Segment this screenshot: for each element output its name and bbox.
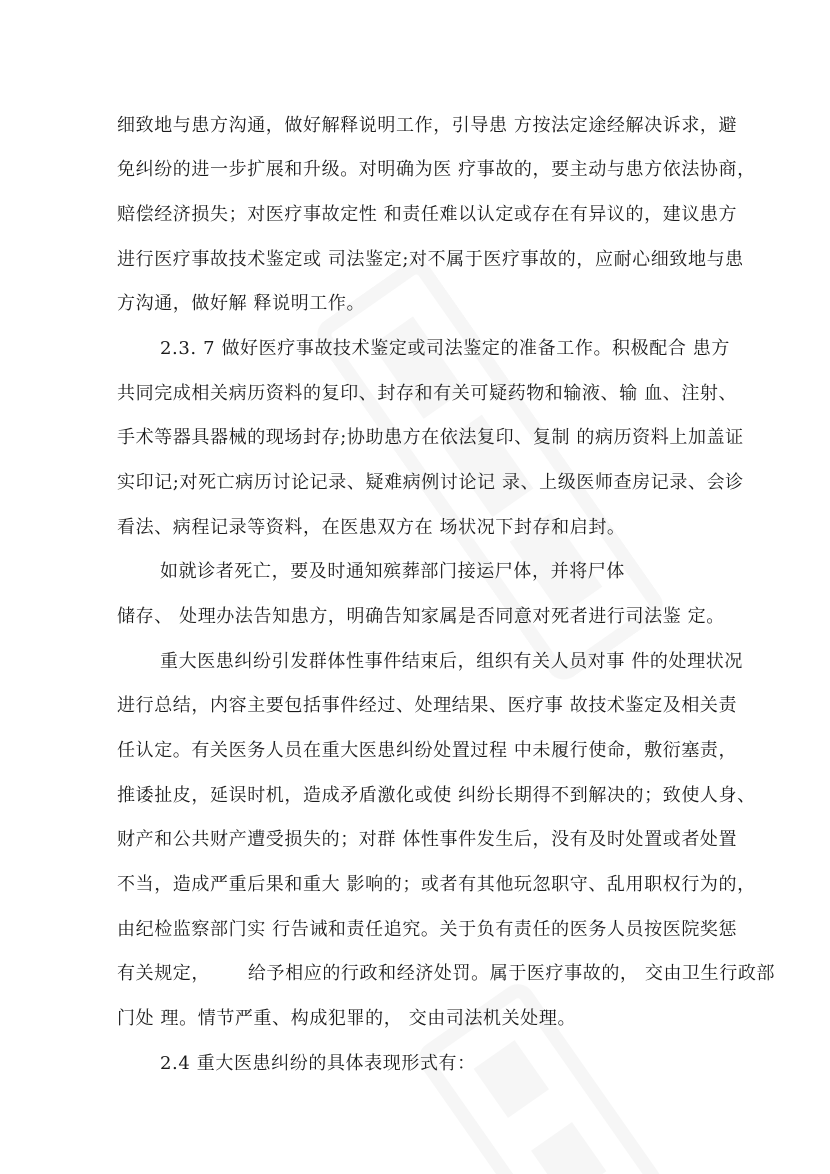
section-2-3-7-heading: 2.3. 7 做好医疗事故技术鉴定或司法鉴定的准备工作。积极配合 患方 (160, 338, 730, 359)
text-line: 进行医疗事故技术鉴定或 司法鉴定;对不属于医疗事故的，应耐心细致地与患 (117, 249, 744, 270)
text-line: 细致地与患方沟通，做好解释说明工作，引导患 方按法定途经解决诉求，避 (117, 115, 738, 136)
text-line: 免纠纷的进一步扩展和升级。对明确为医 疗事故的，要主动与患方依法协商， (117, 159, 756, 180)
text-line: 任认定。有关医务人员在重大医患纠纷处置过程 中未履行使命，敷衍塞责， (117, 740, 738, 761)
text-line: 由纪检监察部门实 行告诫和责任追究。关于负有责任的医务人员按医院奖惩 (117, 919, 738, 940)
text-line: 手术等器具器械的现场封存;协助患方在依法复印、复制 的病历资料上加盖证 (117, 427, 744, 448)
text-line: 看法、病程记录等资料，在医患双方在 场状况下封存和启封。 (117, 517, 626, 538)
text-line: 不当，造成严重后果和重大 影响的；或者有其他玩忽职守、乱用职权行为的， (117, 874, 756, 895)
text-line: 实印记;对死亡病历讨论记录、疑难病例讨论记 录、上级医师查房记录、会诊 (117, 472, 744, 493)
text-line: 储存、 处理办法告知患方，明确告知家属是否同意对死者进行司法鉴 定。 (117, 606, 725, 627)
text-line: 有关规定， 给予相应的行政和经济处罚。属于医疗事故的， 交由卫生行政部 (117, 963, 776, 984)
text-line: 方沟通，做好解 释说明工作。 (117, 293, 366, 314)
text-line: 如就诊者死亡，要及时通知殡葬部门接运尸体，并将尸体 (160, 561, 625, 582)
text-line: 重大医患纠纷引发群体性事件结束后，组织有关人员对事 件的处理状况 (160, 651, 743, 672)
text-line: 赔偿经济损失；对医疗事故定性 和责任难以认定或存在有异议的，建议患方 (117, 204, 738, 225)
text-line: 进行总结，内容主要包括事件经过、处理结果、医疗事 故技术鉴定及相关责 (117, 695, 738, 716)
text-line: 推诿扯皮，延误时机，造成矛盾激化或使 纠纷长期得不到解决的；致使人身、 (117, 785, 756, 806)
section-2-4-heading: 2.4 重大医患纠纷的具体表现形式有： (160, 1053, 476, 1074)
text-line: 共同完成相关病历资料的复印、封存和有关可疑药物和输液、输 血、注射、 (117, 383, 738, 404)
text-line: 财产和公共财产遭受损失的；对群 体性事件发生后，没有及时处置或者处置 (117, 829, 738, 850)
text-line: 门处 理。情节严重、构成犯罪的， 交由司法机关处理。 (117, 1008, 577, 1029)
